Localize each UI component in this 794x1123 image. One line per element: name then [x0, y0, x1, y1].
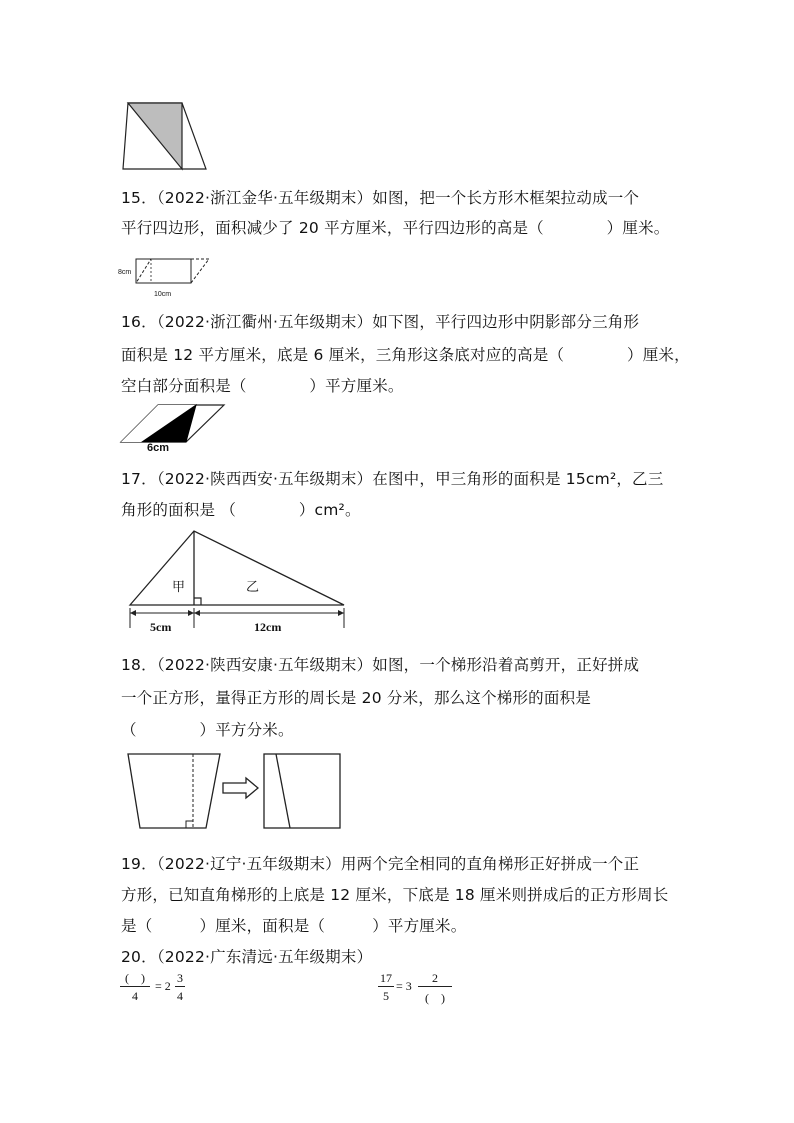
q20-eq1-mixed-bar [175, 986, 185, 987]
q16-text-line-3: 空白部分面积是（ ）平方厘米。 [121, 377, 404, 395]
q18-text-line-1: 18．（2022·陕西安康·五年级期末）如图，一个梯形沿着高剪开，正好拼成 [121, 656, 640, 674]
q20-eq1-equals: = 2 [155, 979, 171, 993]
q16-base-label: 6cm [147, 442, 170, 454]
q18-text-line-2: 一个正方形，量得正方形的周长是 20 分米，那么这个梯形的面积是 [121, 689, 591, 707]
q19-text-line-1: 19．（2022·辽宁·五年级期末）用两个完全相同的直角梯形正好拼成一个正 [121, 855, 640, 873]
q18-trapezoid-square-figure [124, 750, 350, 834]
q20-eq1-fraction-bar [120, 986, 150, 987]
q15-text-line-2: 平行四边形，面积减少了 20 平方厘米，平行四边形的高是（ ）厘米。 [121, 219, 670, 237]
q20-eq1-numerator[interactable]: ( ) [125, 971, 145, 985]
q17-text-line-2: 角形的面积是 （ ）cm²。 [121, 501, 361, 519]
q17-label-jia: 甲 [172, 580, 186, 595]
q20-eq2-mixed-numerator: 2 [432, 971, 438, 985]
q17-left-base-label: 5cm [150, 620, 172, 634]
q20-eq2-mixed-denominator[interactable]: ( ) [425, 991, 445, 1005]
q15-height-label: 8cm [118, 269, 132, 276]
q20-eq1-mixed-denominator: 4 [177, 989, 183, 1003]
q17-text-line-1: 17．（2022·陕西西安·五年级期末）在图中，甲三角形的面积是 15cm²，乙三 [121, 470, 664, 488]
q15-base-label: 10cm [154, 291, 172, 298]
q20-eq1-denominator: 4 [132, 989, 138, 1003]
q19-text-line-2: 方形，已知直角梯形的上底是 12 厘米，下底是 18 厘米则拼成后的正方形周长 [121, 886, 669, 904]
q20-eq2-equals: = 3 [396, 979, 412, 993]
q20-eq2-fraction-bar [378, 986, 394, 987]
q20-eq2-mixed-bar [418, 986, 452, 987]
q20-eq2-denominator: 5 [383, 989, 389, 1003]
q18-text-line-3: （ ）平方分米。 [121, 721, 294, 739]
q20-text-line-1: 20．（2022·广东清远·五年级期末） [121, 948, 373, 966]
q16-parallelogram-figure [118, 402, 228, 446]
q20-eq1-mixed-numerator: 3 [177, 971, 183, 985]
q17-label-yi: 乙 [246, 580, 260, 595]
q19-text-line-3: 是（ ）厘米，面积是（ ）平方厘米。 [121, 917, 467, 935]
q17-right-base-label: 12cm [254, 620, 282, 634]
q20-eq2-numerator: 17 [380, 971, 392, 985]
q17-triangle-figure [124, 528, 354, 630]
q15-text-line-1: 15．（2022·浙江金华·五年级期末）如图，把一个长方形木框架拉动成一个 [121, 189, 640, 207]
q14-trapezoid-figure [120, 100, 212, 175]
q16-text-line-1: 16．（2022·浙江衢州·五年级期末）如下图，平行四边形中阴影部分三角形 [121, 313, 640, 331]
q16-text-line-2: 面积是 12 平方厘米，底是 6 厘米，三角形这条底对应的高是（ ）厘米， [121, 346, 690, 364]
